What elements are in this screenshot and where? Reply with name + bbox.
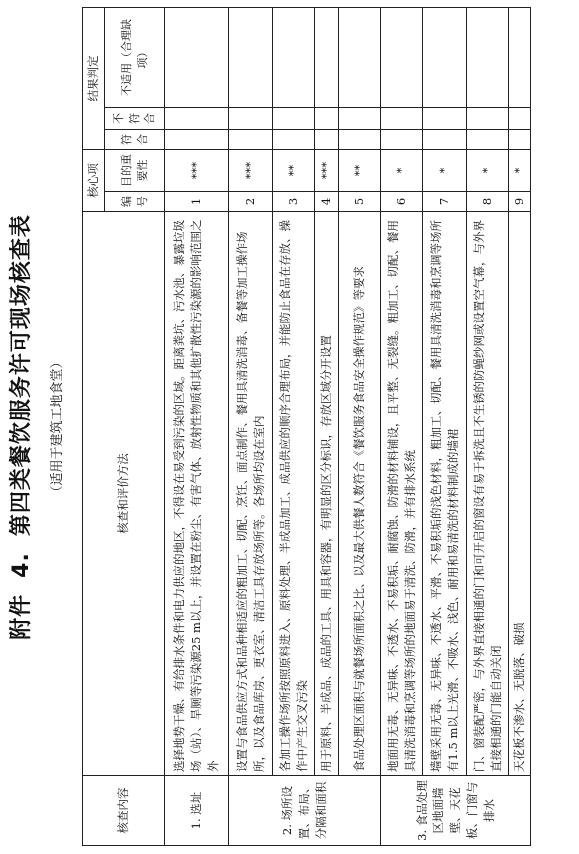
method-cell: 门、窗装配严密，与外界直接相通的门和可开启的窗设有易于拆洗且不生锈的防蝇纱网或设置空气幕，与外界直接相通的门能自动关闭: [467, 212, 509, 776]
nonconform-cell[interactable]: [509, 108, 531, 130]
content-cell: 1. 选址: [165, 776, 229, 846]
level-cell: ***: [315, 150, 339, 192]
seq-cell: 7: [423, 192, 467, 212]
conform-cell[interactable]: [381, 130, 423, 150]
page-title: [4, 0, 35, 854]
level-cell: ***: [165, 150, 229, 192]
level-cell: **: [273, 150, 315, 192]
nonconform-cell[interactable]: [339, 108, 381, 130]
method-cell: 墙壁采用无毒、无异味、不透水、平滑、不易积垢的浅色材料，粗加工、切配、餐用具清洗消毒和烹调等场所有1.5 m以上光滑、不吸水、浅色、耐用和易清洗的材料制成的墙裙: [423, 212, 467, 776]
annex-number: 4.: [9, 552, 34, 578]
table-row: [467, 7, 509, 845]
table-row: [381, 7, 423, 845]
header-content: 核查内容: [83, 776, 165, 846]
page-subtitle: （适用于建筑工地食堂）: [50, 355, 65, 499]
header-result: 结果判定: [83, 7, 105, 149]
header-conform: 符合: [105, 130, 165, 150]
nonconform-cell[interactable]: [315, 108, 339, 130]
seq-cell: 6: [381, 192, 423, 212]
table-row: [315, 7, 339, 845]
content-cell: 3. 食品处理区地面墙壁、天花板、门窗与排水: [381, 776, 531, 846]
nonconform-cell[interactable]: [273, 108, 315, 130]
seq-cell: 9: [509, 192, 531, 212]
seq-cell: 4: [315, 192, 339, 212]
header-seq: 编号: [105, 192, 165, 212]
annex-label: 附件: [9, 593, 34, 640]
content-cell: 2. 场所设置、布局、分隔和面积: [229, 776, 381, 846]
method-cell: 设置与食品供应方式和品种相适应的粗加工、切配、烹饪、面点制作、餐用具清洗消毒、备餐等加工操作场所，以及食品库房、更衣室、清洁工具存放场所等。各场所均设在室内: [229, 212, 273, 776]
table-row: [339, 7, 381, 845]
level-cell: *: [423, 150, 467, 192]
method-cell: 天花板不渗水、无脱落、破损: [509, 212, 531, 776]
method-cell: 食品处理区面积与就餐场所面积之比、以及最大供餐人数符合《餐饮服务食品安全操作规范》等要求: [339, 212, 381, 776]
seq-cell: 8: [467, 192, 509, 212]
na-cell[interactable]: [273, 7, 315, 107]
header-importance: 目的重要性: [105, 150, 165, 192]
seq-cell: 5: [339, 192, 381, 212]
na-cell[interactable]: [509, 7, 531, 107]
conform-cell[interactable]: [273, 130, 315, 150]
table-row: [423, 7, 467, 845]
conform-cell[interactable]: [509, 130, 531, 150]
na-cell[interactable]: [165, 7, 229, 107]
nonconform-cell[interactable]: [229, 108, 273, 130]
nonconform-cell[interactable]: [381, 108, 423, 130]
conform-cell[interactable]: [165, 130, 229, 150]
nonconform-cell[interactable]: [423, 108, 467, 130]
conform-cell[interactable]: [339, 130, 381, 150]
level-cell: **: [339, 150, 381, 192]
table-row: [273, 7, 315, 845]
nonconform-cell[interactable]: [467, 108, 509, 130]
level-cell: ***: [229, 150, 273, 192]
header-nonconform: 不符合: [105, 108, 165, 130]
conform-cell[interactable]: [315, 130, 339, 150]
header-na: 不适用（合理缺项）: [105, 7, 165, 107]
table-row: [229, 7, 273, 845]
method-cell: 选择地势干燥、有给排水条件和电力供应的地区，不得设在易受到污染的区域。距离粪坑、污水池、暴露垃圾场（站）、旱厕等污染源25 m以上，并设置在粉尘、有害气体、放射性物质和其他扩散性污染源的影响范围之外: [165, 212, 229, 776]
level-cell: *: [381, 150, 423, 192]
na-cell[interactable]: [315, 7, 339, 107]
na-cell[interactable]: [467, 7, 509, 107]
conform-cell[interactable]: [423, 130, 467, 150]
na-cell[interactable]: [423, 7, 467, 107]
na-cell[interactable]: [339, 7, 381, 107]
inspection-table: [82, 7, 531, 846]
conform-cell[interactable]: [229, 130, 273, 150]
na-cell[interactable]: [381, 7, 423, 107]
header-core: 核心项: [83, 150, 105, 212]
level-cell: *: [467, 150, 509, 192]
method-cell: 各加工操作场所按照原料进入、原料处理、半成品加工、成品供应的顺序合理布局，并能防止食品在存放、操作中产生交叉污染: [273, 212, 315, 776]
level-cell: *: [509, 150, 531, 192]
method-cell: 用于原料、半成品、成品的工具、用具和容器，有明显的区分标识，存放区域分开设置: [315, 212, 339, 776]
seq-cell: 3: [273, 192, 315, 212]
title-text: 第四类餐饮服务许可现场核查表: [9, 214, 34, 537]
table-row: [509, 7, 531, 845]
header-row-1: [83, 7, 105, 845]
header-method: 核查和评价方法: [83, 212, 165, 776]
method-cell: 地面用无毒、无异味、不透水、不易积垢、耐腐蚀、防滑的材料铺设，且平整、无裂缝。粗加工、切配、餐用具清洗消毒和烹调等场所的地面易于清洗、防滑，并有排水系统: [381, 212, 423, 776]
table-row: [165, 7, 229, 845]
seq-cell: 2: [229, 192, 273, 212]
na-cell[interactable]: [229, 7, 273, 107]
seq-cell: 1: [165, 192, 229, 212]
conform-cell[interactable]: [467, 130, 509, 150]
nonconform-cell[interactable]: [165, 108, 229, 130]
